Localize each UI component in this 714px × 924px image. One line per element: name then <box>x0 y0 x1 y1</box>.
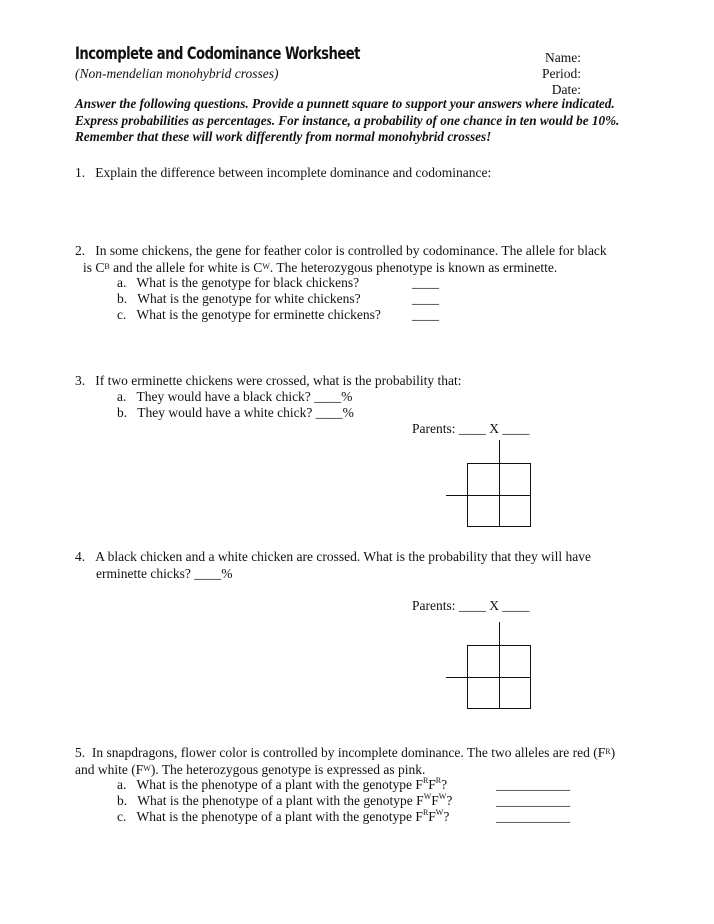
q5-item-b <box>117 793 452 809</box>
question-text: Explain the difference between incomplete dominance and codominance: <box>95 165 492 180</box>
item-text: ? <box>443 809 450 824</box>
q2-item-a <box>117 275 359 291</box>
item-text: What is the phenotype of a plant with the genotype F <box>137 793 424 808</box>
allele-superscript: R <box>422 776 429 785</box>
item-letter: b. <box>117 291 128 306</box>
punnett-square-q4[interactable] <box>446 622 532 710</box>
item-text: They would have a black chick? ____% <box>136 389 353 404</box>
punnett-square-q3[interactable] <box>446 440 532 528</box>
item-text: What is the phenotype of a plant with the genotype F <box>136 809 423 824</box>
question-text-line1: A black chicken and a white chicken are crossed. What is the probability that they will have <box>95 549 591 564</box>
item-letter: a. <box>117 275 127 290</box>
q5-text-part: ) <box>610 745 616 760</box>
item-text: They would have a white chick? ____% <box>137 405 354 420</box>
question-1 <box>75 165 491 182</box>
q5-item-a-blank[interactable]: ___________ <box>496 777 571 792</box>
q2-text-part: and the allele for white is C <box>109 259 263 275</box>
q2-item-c <box>117 307 381 323</box>
question-number: 4. <box>75 549 86 564</box>
allele-superscript: W <box>423 792 432 801</box>
date-label: Date: <box>551 82 581 97</box>
q2-item-a-blank[interactable]: ____ <box>412 275 439 290</box>
item-text: What is the genotype for erminette chickens? <box>136 307 381 322</box>
question-5 <box>75 745 615 778</box>
item-text: What is the genotype for white chickens? <box>137 291 361 306</box>
question-2 <box>75 243 607 276</box>
item-text: What is the genotype for black chickens? <box>136 275 360 290</box>
instructions: Answer the following questions. Provide a punnett square to support your answers where indicated. Express probabilities as percentages. For instance, a probability of one chance in ten would be 10%. Remember that these will work differently from normal monohybrid crosses! <box>75 96 620 144</box>
allele-superscript: R <box>435 776 442 785</box>
q2-text-part: is C <box>83 259 105 275</box>
item-text: F <box>431 793 439 808</box>
question-4 <box>75 549 591 582</box>
allele-superscript: B <box>104 261 110 271</box>
question-number: 1. <box>75 165 86 180</box>
q5-item-c-blank[interactable]: ___________ <box>496 809 571 824</box>
q3-parents[interactable]: Parents: ____ X ____ <box>412 421 530 436</box>
worksheet-subtitle: (Non-mendelian monohybrid crosses) <box>75 66 279 81</box>
question-number: 2. <box>75 243 86 258</box>
item-letter: a. <box>117 389 127 404</box>
allele-superscript: W <box>435 808 444 817</box>
item-text: F <box>428 777 436 792</box>
item-letter: a. <box>117 777 127 792</box>
q2-item-b-blank[interactable]: ____ <box>412 291 439 306</box>
q5-item-c <box>117 809 449 825</box>
worksheet-title: Incomplete and Codominance Worksheet <box>75 44 360 64</box>
q5-text-part: and white (F <box>75 761 144 777</box>
question-number: 5. <box>75 745 86 760</box>
q4-parents[interactable]: Parents: ____ X ____ <box>412 598 530 613</box>
period-label: Period: <box>542 66 581 81</box>
allele-superscript: W <box>262 261 270 271</box>
question-text-line2: erminette chicks? ____% <box>96 565 233 581</box>
name-label: Name: <box>545 50 581 65</box>
allele-superscript: W <box>438 792 447 801</box>
allele-superscript: W <box>143 763 151 773</box>
q5-text-part: ). The heterozygous genotype is expressed as pink. <box>150 761 426 777</box>
q5-item-b-blank[interactable]: ___________ <box>496 793 571 808</box>
q3-item-a <box>117 389 352 405</box>
item-text: What is the phenotype of a plant with the genotype F <box>136 777 423 792</box>
item-letter: c. <box>117 307 127 322</box>
item-text: ? <box>446 793 453 808</box>
q5-item-a <box>117 777 447 793</box>
item-text: ? <box>441 777 448 792</box>
allele-superscript: R <box>422 808 429 817</box>
question-number: 3. <box>75 373 86 388</box>
question-text-line1: In some chickens, the gene for feather color is controlled by codominance. The allele for black <box>95 243 607 258</box>
q2-item-b <box>117 291 361 307</box>
item-letter: b. <box>117 793 128 808</box>
item-letter: b. <box>117 405 128 420</box>
q3-item-b <box>117 405 354 421</box>
q2-text-part: . The heterozygous phenotype is known as erminette. <box>269 259 558 275</box>
q2-item-c-blank[interactable]: ____ <box>412 307 439 322</box>
question-text: If two erminette chickens were crossed, what is the probability that: <box>95 373 462 388</box>
q5-text-part: In snapdragons, flower color is controlled by incomplete dominance. The two alleles are red (F <box>91 745 606 760</box>
question-3 <box>75 373 462 390</box>
allele-superscript: R <box>605 747 611 756</box>
item-letter: c. <box>117 809 127 824</box>
item-text: F <box>428 809 436 824</box>
